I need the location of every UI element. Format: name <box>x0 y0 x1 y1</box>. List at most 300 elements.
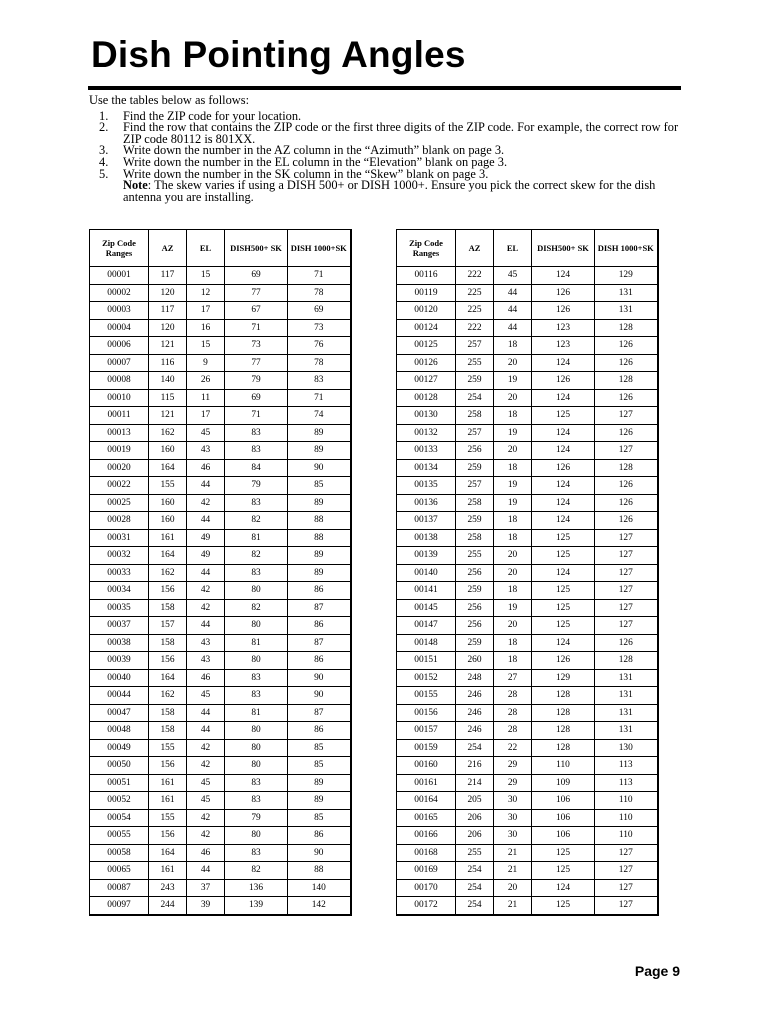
el-cell: 45 <box>187 774 225 792</box>
zip-cell: 00145 <box>397 599 456 617</box>
el-cell: 20 <box>494 564 532 582</box>
note-label: Note <box>123 178 148 193</box>
el-cell: 45 <box>187 792 225 810</box>
az-cell: 222 <box>456 319 494 337</box>
el-cell: 43 <box>187 652 225 670</box>
dish1000-sk-cell: 90 <box>288 844 351 862</box>
zip-cell: 00155 <box>397 687 456 705</box>
table-row <box>90 547 351 565</box>
dish500-sk-cell: 69 <box>225 389 288 407</box>
zip-cell: 00126 <box>397 354 456 372</box>
el-cell: 18 <box>494 512 532 530</box>
table-header-row <box>397 230 658 267</box>
zip-cell: 00013 <box>90 424 149 442</box>
az-cell: 156 <box>149 827 187 845</box>
el-cell: 30 <box>494 827 532 845</box>
table-row <box>397 669 658 687</box>
dish500-sk-cell: 79 <box>225 477 288 495</box>
zip-cell: 00133 <box>397 442 456 460</box>
el-cell: 20 <box>494 617 532 635</box>
dish500-sk-cell: 83 <box>225 564 288 582</box>
table-row <box>90 774 351 792</box>
el-cell: 37 <box>187 879 225 897</box>
el-cell: 22 <box>494 739 532 757</box>
dish500-sk-cell: 69 <box>225 267 288 285</box>
el-cell: 44 <box>187 722 225 740</box>
az-cell: 259 <box>456 459 494 477</box>
table-row <box>397 284 658 302</box>
el-cell: 43 <box>187 634 225 652</box>
note-text: : The skew varies if using a DISH 500+ or DISH 1000+. Ensure you pick the correct skew for the dish antenna you are installing. <box>123 178 656 204</box>
zip-cell: 00011 <box>90 407 149 425</box>
el-cell: 20 <box>494 879 532 897</box>
az-cell: 259 <box>456 634 494 652</box>
el-cell: 42 <box>187 827 225 845</box>
dish500-sk-cell: 106 <box>532 827 595 845</box>
table-row <box>90 704 351 722</box>
header-dish500-sk: DISH500+ SK <box>532 230 595 267</box>
dish1000-sk-cell: 126 <box>595 634 658 652</box>
table-row <box>90 494 351 512</box>
dish1000-sk-cell: 85 <box>288 477 351 495</box>
zip-cell: 00170 <box>397 879 456 897</box>
dish500-sk-cell: 83 <box>225 792 288 810</box>
zip-cell: 00032 <box>90 547 149 565</box>
el-cell: 17 <box>187 407 225 425</box>
table-row <box>397 582 658 600</box>
dish1000-sk-cell: 127 <box>595 582 658 600</box>
note <box>89 180 679 203</box>
el-cell: 16 <box>187 319 225 337</box>
table-row <box>397 354 658 372</box>
table-row <box>397 827 658 845</box>
dish500-sk-cell: 79 <box>225 372 288 390</box>
dish1000-sk-cell: 78 <box>288 354 351 372</box>
az-cell: 160 <box>149 442 187 460</box>
table-row <box>90 722 351 740</box>
az-cell: 214 <box>456 774 494 792</box>
dish1000-sk-cell: 110 <box>595 809 658 827</box>
zip-cell: 00157 <box>397 722 456 740</box>
table-row <box>397 687 658 705</box>
zip-cell: 00124 <box>397 319 456 337</box>
table-row <box>397 302 658 320</box>
dish1000-sk-cell: 127 <box>595 599 658 617</box>
dish500-sk-cell: 124 <box>532 389 595 407</box>
dish1000-sk-cell: 131 <box>595 669 658 687</box>
dish500-sk-cell: 125 <box>532 862 595 880</box>
table-row <box>90 879 351 897</box>
dish500-sk-cell: 71 <box>225 319 288 337</box>
az-cell: 158 <box>149 599 187 617</box>
zip-cell: 00051 <box>90 774 149 792</box>
table-row <box>397 617 658 635</box>
az-cell: 164 <box>149 669 187 687</box>
header-el: EL <box>494 230 532 267</box>
dish500-sk-cell: 125 <box>532 897 595 915</box>
zip-cell: 00141 <box>397 582 456 600</box>
dish500-sk-cell: 128 <box>532 722 595 740</box>
dish1000-sk-cell: 88 <box>288 529 351 547</box>
dish500-sk-cell: 82 <box>225 547 288 565</box>
dish1000-sk-cell: 126 <box>595 494 658 512</box>
step-text: Write down the number in the SK column in the “Skew” blank on page 3. <box>123 166 489 181</box>
dish1000-sk-cell: 86 <box>288 617 351 635</box>
instructions-intro: Use the tables below as follows: <box>89 93 250 107</box>
az-cell: 155 <box>149 809 187 827</box>
dish1000-sk-cell: 131 <box>595 722 658 740</box>
step-item <box>99 122 679 145</box>
el-cell: 9 <box>187 354 225 372</box>
el-cell: 18 <box>494 337 532 355</box>
dish500-sk-cell: 125 <box>532 407 595 425</box>
dish1000-sk-cell: 83 <box>288 372 351 390</box>
az-cell: 257 <box>456 337 494 355</box>
zip-cell: 00165 <box>397 809 456 827</box>
dish1000-sk-cell: 86 <box>288 652 351 670</box>
el-cell: 42 <box>187 599 225 617</box>
instructions <box>89 95 679 203</box>
dish1000-sk-cell: 87 <box>288 599 351 617</box>
el-cell: 30 <box>494 809 532 827</box>
table-row <box>90 634 351 652</box>
el-cell: 49 <box>187 529 225 547</box>
zip-cell: 00025 <box>90 494 149 512</box>
zip-cell: 00116 <box>397 267 456 285</box>
el-cell: 20 <box>494 354 532 372</box>
dish500-sk-cell: 82 <box>225 862 288 880</box>
table-row <box>90 407 351 425</box>
zip-cell: 00054 <box>90 809 149 827</box>
table-row <box>90 809 351 827</box>
step-number: 3. <box>99 143 109 158</box>
dish1000-sk-cell: 131 <box>595 704 658 722</box>
page-title: Dish Pointing Angles <box>91 34 466 75</box>
dish500-sk-cell: 80 <box>225 739 288 757</box>
az-cell: 257 <box>456 477 494 495</box>
el-cell: 26 <box>187 372 225 390</box>
dish500-sk-cell: 82 <box>225 599 288 617</box>
zip-cell: 00003 <box>90 302 149 320</box>
el-cell: 18 <box>494 652 532 670</box>
az-cell: 160 <box>149 512 187 530</box>
el-cell: 46 <box>187 459 225 477</box>
dish1000-sk-cell: 128 <box>595 459 658 477</box>
dish500-sk-cell: 123 <box>532 337 595 355</box>
el-cell: 42 <box>187 809 225 827</box>
zip-cell: 00047 <box>90 704 149 722</box>
dish500-sk-cell: 80 <box>225 617 288 635</box>
page-number: Page 9 <box>634 963 680 979</box>
az-cell: 254 <box>456 862 494 880</box>
zip-cell: 00001 <box>90 267 149 285</box>
dish1000-sk-cell: 131 <box>595 284 658 302</box>
dish1000-sk-cell: 86 <box>288 582 351 600</box>
zip-cell: 00140 <box>397 564 456 582</box>
dish1000-sk-cell: 78 <box>288 284 351 302</box>
dish500-sk-cell: 73 <box>225 337 288 355</box>
az-cell: 162 <box>149 564 187 582</box>
zip-cell: 00048 <box>90 722 149 740</box>
table-row <box>397 424 658 442</box>
dish500-sk-cell: 81 <box>225 634 288 652</box>
table-row <box>90 319 351 337</box>
dish500-sk-cell: 80 <box>225 582 288 600</box>
dish1000-sk-cell: 127 <box>595 529 658 547</box>
zip-cell: 00006 <box>90 337 149 355</box>
el-cell: 20 <box>494 389 532 407</box>
az-cell: 255 <box>456 844 494 862</box>
dish1000-sk-cell: 89 <box>288 424 351 442</box>
dish1000-sk-cell: 127 <box>595 862 658 880</box>
zip-cell: 00138 <box>397 529 456 547</box>
table-row <box>397 512 658 530</box>
table-row <box>397 459 658 477</box>
dish1000-sk-cell: 126 <box>595 477 658 495</box>
dish500-sk-cell: 71 <box>225 407 288 425</box>
step-number: 4. <box>99 154 109 169</box>
dish500-sk-cell: 83 <box>225 687 288 705</box>
table-row <box>397 739 658 757</box>
el-cell: 43 <box>187 442 225 460</box>
dish1000-sk-cell: 127 <box>595 844 658 862</box>
el-cell: 46 <box>187 844 225 862</box>
el-cell: 42 <box>187 757 225 775</box>
header-az: AZ <box>149 230 187 267</box>
table-row <box>90 687 351 705</box>
table-row <box>397 862 658 880</box>
table-row <box>397 844 658 862</box>
zip-cell: 00044 <box>90 687 149 705</box>
az-cell: 162 <box>149 687 187 705</box>
table-row <box>397 407 658 425</box>
zip-cell: 00132 <box>397 424 456 442</box>
zip-cell: 00134 <box>397 459 456 477</box>
az-cell: 246 <box>456 722 494 740</box>
el-cell: 12 <box>187 284 225 302</box>
header-zip: Zip Code Ranges <box>397 230 456 267</box>
step-text: Write down the number in the AZ column in the “Azimuth” blank on page 3. <box>123 143 505 158</box>
az-cell: 255 <box>456 547 494 565</box>
el-cell: 15 <box>187 267 225 285</box>
step-number: 1. <box>99 108 109 123</box>
el-cell: 19 <box>494 424 532 442</box>
el-cell: 20 <box>494 547 532 565</box>
dish500-sk-cell: 124 <box>532 634 595 652</box>
dish1000-sk-cell: 126 <box>595 389 658 407</box>
az-cell: 206 <box>456 809 494 827</box>
el-cell: 42 <box>187 494 225 512</box>
dish1000-sk-cell: 113 <box>595 757 658 775</box>
el-cell: 28 <box>494 687 532 705</box>
el-cell: 44 <box>187 862 225 880</box>
dish500-sk-cell: 123 <box>532 319 595 337</box>
table-row <box>397 389 658 407</box>
az-cell: 258 <box>456 494 494 512</box>
el-cell: 39 <box>187 897 225 915</box>
zip-cell: 00159 <box>397 739 456 757</box>
dish1000-sk-cell: 127 <box>595 547 658 565</box>
zip-cell: 00019 <box>90 442 149 460</box>
zip-cell: 00147 <box>397 617 456 635</box>
dish1000-sk-cell: 86 <box>288 827 351 845</box>
az-cell: 254 <box>456 739 494 757</box>
zip-cell: 00052 <box>90 792 149 810</box>
table-row <box>397 774 658 792</box>
dish1000-sk-cell: 89 <box>288 564 351 582</box>
title-rule <box>88 86 681 90</box>
dish500-sk-cell: 106 <box>532 792 595 810</box>
zip-cell: 00120 <box>397 302 456 320</box>
table-header-row <box>90 230 351 267</box>
dish1000-sk-cell: 88 <box>288 512 351 530</box>
dish1000-sk-cell: 87 <box>288 704 351 722</box>
az-cell: 254 <box>456 389 494 407</box>
dish1000-sk-cell: 131 <box>595 687 658 705</box>
zip-cell: 00004 <box>90 319 149 337</box>
el-cell: 30 <box>494 792 532 810</box>
table-row <box>90 582 351 600</box>
dish500-sk-cell: 126 <box>532 284 595 302</box>
zip-cell: 00148 <box>397 634 456 652</box>
dish500-sk-cell: 125 <box>532 599 595 617</box>
zip-cell: 00097 <box>90 897 149 915</box>
el-cell: 44 <box>187 704 225 722</box>
az-cell: 164 <box>149 459 187 477</box>
el-cell: 45 <box>187 424 225 442</box>
dish1000-sk-cell: 87 <box>288 634 351 652</box>
dish500-sk-cell: 125 <box>532 529 595 547</box>
table-row <box>397 477 658 495</box>
dish500-sk-cell: 80 <box>225 827 288 845</box>
dish1000-sk-cell: 86 <box>288 722 351 740</box>
dish500-sk-cell: 124 <box>532 879 595 897</box>
el-cell: 49 <box>187 547 225 565</box>
az-cell: 121 <box>149 337 187 355</box>
el-cell: 29 <box>494 774 532 792</box>
zip-cell: 00022 <box>90 477 149 495</box>
zip-cell: 00166 <box>397 827 456 845</box>
az-cell: 161 <box>149 774 187 792</box>
az-cell: 256 <box>456 564 494 582</box>
step-text: Find the row that contains the ZIP code or the first three digits of the ZIP code. For example, the correct row for ZIP code 80112 is 801XX. <box>123 120 679 146</box>
az-cell: 121 <box>149 407 187 425</box>
table-row <box>397 599 658 617</box>
dish500-sk-cell: 124 <box>532 477 595 495</box>
az-cell: 246 <box>456 687 494 705</box>
zip-cell: 00034 <box>90 582 149 600</box>
table-row <box>90 284 351 302</box>
table-row <box>397 267 658 285</box>
el-cell: 45 <box>187 687 225 705</box>
steps-list <box>89 108 679 181</box>
az-cell: 254 <box>456 897 494 915</box>
el-cell: 44 <box>187 617 225 635</box>
table-row <box>90 459 351 477</box>
zip-cell: 00038 <box>90 634 149 652</box>
az-cell: 248 <box>456 669 494 687</box>
table-row <box>90 897 351 915</box>
az-cell: 206 <box>456 827 494 845</box>
dish1000-sk-cell: 90 <box>288 687 351 705</box>
dish500-sk-cell: 129 <box>532 669 595 687</box>
az-cell: 256 <box>456 442 494 460</box>
az-cell: 256 <box>456 617 494 635</box>
az-cell: 161 <box>149 529 187 547</box>
zip-cell: 00049 <box>90 739 149 757</box>
header-dish1000-sk: DISH 1000+SK <box>288 230 351 267</box>
step-text: Write down the number in the EL column in the “Elevation” blank on page 3. <box>123 154 508 169</box>
header-el: EL <box>187 230 225 267</box>
el-cell: 18 <box>494 634 532 652</box>
dish1000-sk-cell: 88 <box>288 862 351 880</box>
el-cell: 46 <box>187 669 225 687</box>
dish1000-sk-cell: 128 <box>595 652 658 670</box>
dish1000-sk-cell: 71 <box>288 267 351 285</box>
dish500-sk-cell: 125 <box>532 844 595 862</box>
el-cell: 21 <box>494 897 532 915</box>
dish1000-sk-cell: 129 <box>595 267 658 285</box>
zip-cell: 00130 <box>397 407 456 425</box>
dish500-sk-cell: 124 <box>532 564 595 582</box>
dish1000-sk-cell: 140 <box>288 879 351 897</box>
az-cell: 246 <box>456 704 494 722</box>
dish500-sk-cell: 128 <box>532 739 595 757</box>
zip-cell: 00169 <box>397 862 456 880</box>
zip-cell: 00152 <box>397 669 456 687</box>
dish500-sk-cell: 139 <box>225 897 288 915</box>
table-row <box>90 477 351 495</box>
zip-cell: 00058 <box>90 844 149 862</box>
zip-cell: 00119 <box>397 284 456 302</box>
zip-cell: 00136 <box>397 494 456 512</box>
step-item <box>99 166 679 181</box>
az-cell: 164 <box>149 547 187 565</box>
header-az: AZ <box>456 230 494 267</box>
el-cell: 45 <box>494 267 532 285</box>
el-cell: 27 <box>494 669 532 687</box>
table-row <box>397 897 658 915</box>
az-cell: 117 <box>149 267 187 285</box>
az-cell: 156 <box>149 652 187 670</box>
az-cell: 259 <box>456 512 494 530</box>
zip-cell: 00065 <box>90 862 149 880</box>
dish1000-sk-cell: 127 <box>595 564 658 582</box>
dish1000-sk-cell: 130 <box>595 739 658 757</box>
dish500-sk-cell: 77 <box>225 354 288 372</box>
dish500-sk-cell: 84 <box>225 459 288 477</box>
az-cell: 243 <box>149 879 187 897</box>
zip-cell: 00037 <box>90 617 149 635</box>
dish500-sk-cell: 136 <box>225 879 288 897</box>
zip-cell: 00002 <box>90 284 149 302</box>
table-row <box>90 617 351 635</box>
dish500-sk-cell: 126 <box>532 652 595 670</box>
az-cell: 156 <box>149 582 187 600</box>
el-cell: 44 <box>187 512 225 530</box>
az-cell: 259 <box>456 582 494 600</box>
dish1000-sk-cell: 113 <box>595 774 658 792</box>
table-row <box>90 757 351 775</box>
el-cell: 28 <box>494 704 532 722</box>
table-row <box>90 529 351 547</box>
dish500-sk-cell: 80 <box>225 757 288 775</box>
header-zip: Zip Code Ranges <box>90 230 149 267</box>
dish500-sk-cell: 83 <box>225 774 288 792</box>
header-dish500-sk: DISH500+ SK <box>225 230 288 267</box>
step-number: 5. <box>99 166 109 181</box>
az-cell: 156 <box>149 757 187 775</box>
